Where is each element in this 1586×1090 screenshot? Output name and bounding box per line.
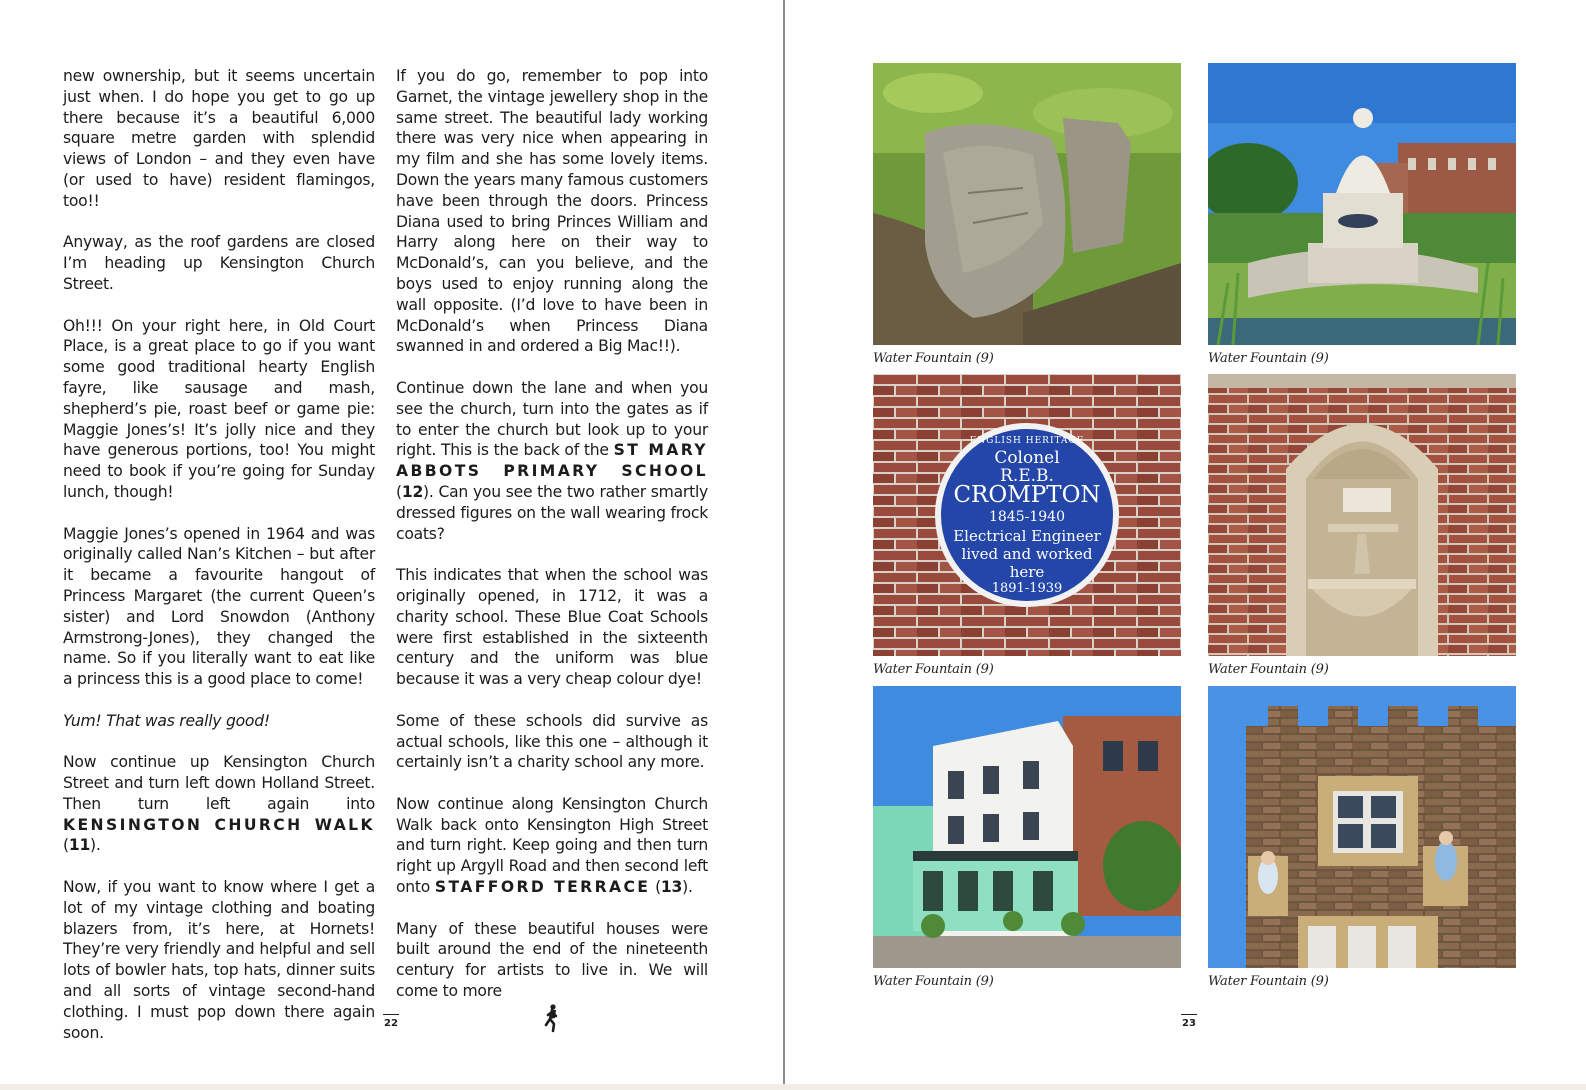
- paragraph: If you do go, remember to pop into Garnet, the vintage jewellery shop in the same street. The beautiful lady working there was very nice when appearing in my film and she has some lovely items. Down the years many famous customers have been through the doors. Princess Diana used to bring Princes William and Harry along here on their way to McDonald’s, can you believe, and the boys used to enjoy running along the wall opposite. (I’d love to have been in McDonald’s when Princess Diana swanned in and ordered a Big Mac!!).: [396, 67, 708, 356]
- photo-pub: [873, 686, 1181, 968]
- paragraph-text: Can you see the two rather smartly dressed figures on the wall wearing frock coats?: [396, 482, 708, 543]
- paragraph: Maggie Jones’s opened in 1964 and was originally called Nan’s Kitchen – but after it became a favourite hangout of Princess Margaret (the current Queen’s sister) and Lord Snowdon (Anthony Armstrong-Jones), they changed the name. So if you literally want to eat like a princess this is a good place to come!: [63, 524, 375, 689]
- photo-caption: Water Fountain (9): [1208, 351, 1329, 366]
- photo-blue-plaque: [873, 374, 1181, 656]
- photo-caption: Water Fountain (9): [1208, 662, 1329, 677]
- paragraph-text: Now continue along Kensington Church Walk back onto Kensington High Street and turn right. Keep going and then turn right up Argyll Road and then second left onto: [396, 794, 708, 897]
- place-name: ST MARY ABBOTS PRIMARY SCHOOL: [396, 441, 708, 481]
- plaque-line: R.E.B.: [1000, 466, 1054, 486]
- place-number: 11: [68, 836, 91, 855]
- plaque-line: here: [1009, 563, 1045, 581]
- page-number-right: 23: [1179, 1014, 1199, 1029]
- bottom-edge: [0, 1084, 1586, 1090]
- place-name: STAFFORD TERRACE: [434, 878, 651, 897]
- paragraph: Some of these schools did survive as actual schools, like this one – although it certainly isn’t a charity school any more.: [396, 711, 708, 772]
- paragraph: Anyway, as the roof gardens are closed I’m heading up Kensington Church Street.: [63, 233, 375, 293]
- paragraph-text: Continue down the lane and when you see the church, turn into the gates as if to enter the church but look up to your right. This is the back of the: [396, 378, 708, 460]
- place-number: 12: [401, 482, 424, 501]
- photo-boundary-stones: [873, 63, 1181, 345]
- paragraph-with-place: Now continue up Kensington Church Street and turn left down Holland Street. Then turn left again into KENSINGTON CHURCH WALK (11).: [63, 753, 375, 855]
- photo-caption: Water Fountain (9): [873, 662, 994, 677]
- photo-caption: Water Fountain (9): [873, 974, 994, 989]
- photo-caption: Water Fountain (9): [1208, 974, 1329, 989]
- place-name: KENSINGTON CHURCH WALK: [63, 815, 375, 834]
- plaque-line: 1845-1940: [989, 509, 1065, 525]
- photo-fountain-niche: [1208, 374, 1516, 656]
- plaque-line: CROMPTON: [953, 482, 1101, 508]
- paragraph: Oh!!! On your right here, in Old Court Place, is a great place to go if you want some good traditional hearty English fayre, like sausage and mash, shepherd’s pie, roast beef or game pie: Maggie Jones’s! It’s jolly nice and they have generous portions, too! You might need to book if you’re going for Sunday lunch, though!: [63, 316, 375, 501]
- paragraph: This indicates that when the school was originally opened, in 1712, it was a charity school. These Blue Coat Schools were first established in the sixteenth century and the uniform was blue because it was a very cheap colour dye!: [396, 566, 708, 689]
- plaque-line: Electrical Engineer: [953, 527, 1101, 545]
- page-gutter: [783, 0, 785, 1090]
- paragraph-text: Now continue up Kensington Church Street and turn left down Holland Street. Then turn left again into: [63, 753, 375, 813]
- photo-caption: Water Fountain (9): [873, 351, 994, 366]
- page-number-left: 22: [381, 1014, 401, 1029]
- plaque-text: [873, 374, 1181, 656]
- paragraph: new ownership, but it seems uncertain just when. I do hope you get to go up there because it’s a beautiful 6,000 square metre garden with splendid views of London – and they even have (or used to have) resident flamingos, too!!: [63, 67, 375, 210]
- photo-statue: [1208, 63, 1516, 345]
- paragraph-with-place: Now continue along Kensington Church Walk back onto Kensington High Street and turn right. Keep going and then turn right up Argyll Road and then second left onto STAFFORD TERRACE (13).: [396, 794, 708, 897]
- paragraph-with-place: Continue down the lane and when you see the church, turn into the gates as if to enter the church but look up to your right. This is the back of the ST MARY ABBOTS PRIMARY SCHOOL (12). Can you see the two rather smartly dressed figures on the wall wearing frock coats?: [396, 378, 708, 543]
- paragraph: Now, if you want to know where I get a lot of my vintage clothing and boating blazers from, it’s here, at Hornets! They’re very friendly and helpful and sell lots of bowler hats, top hats, dinner suits and all sorts of vintage second-hand clothing. I must pop down there again soon.: [63, 878, 375, 1042]
- right-column: [396, 66, 708, 1002]
- plaque-line: Colonel: [994, 448, 1060, 468]
- place-number: 13: [660, 878, 683, 897]
- plaque-arc-text: ENGLISH HERITAGE: [969, 436, 1085, 446]
- paragraph: Many of these beautiful houses were built around the end of the nineteenth century for artists to live in. We will come to more: [396, 919, 708, 1001]
- plaque-line: lived and worked: [961, 545, 1093, 563]
- photo-school-building: [1208, 686, 1516, 968]
- walking-man-logo-icon: [541, 1003, 563, 1033]
- italic-paragraph: Yum! That was really good!: [63, 711, 270, 730]
- plaque-line: 1891-1939: [991, 581, 1063, 596]
- left-column: [63, 66, 375, 1043]
